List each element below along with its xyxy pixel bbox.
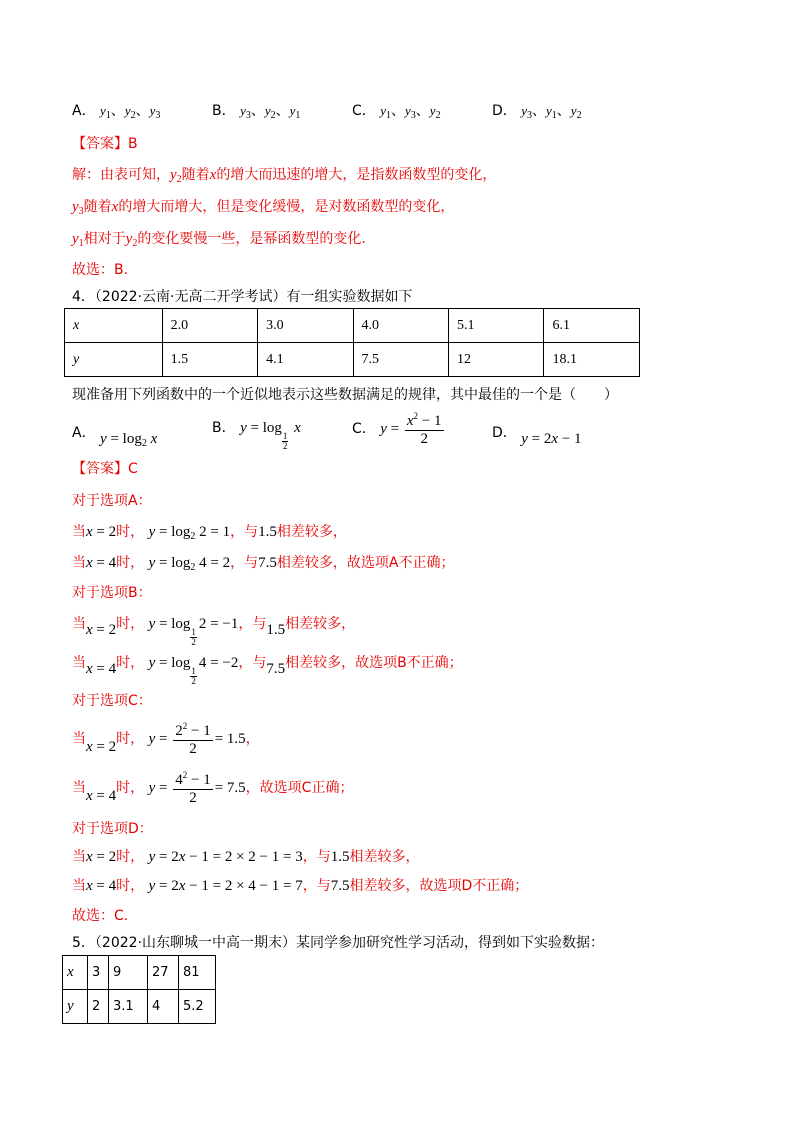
q4-answer-label: 【答案】C	[72, 461, 138, 477]
q3-option-c: C． $y_1$、$y_3$、$y_2$	[352, 103, 441, 121]
q4-x-label: x	[65, 309, 163, 343]
q5-x-value: 27	[148, 956, 179, 990]
q4-option-b: B． y = log $\frac{1}{2}$ x	[212, 420, 301, 451]
q4-option-c-line1: 当x = 2时， y = $\frac{2^2 - 1}{2}$ = 1.5，	[72, 721, 260, 757]
q4-y-label: y	[65, 343, 163, 377]
q4-option-b-line2: 当x = 4时， y = log $\frac{1}{2}$ 4 = −2，与7.5相差较多，故选项B不正确；	[72, 655, 463, 686]
q4-question: 现准备用下列函数中的一个近似地表示这些数据满足的规律，其中最佳的一个是（ ）	[72, 387, 618, 403]
q4-option-c: C． y = $\frac{x^2 - 1}{2}$	[352, 411, 442, 447]
q5-x-value: 9	[109, 956, 148, 990]
q3-option-a: A． $y_1$、$y_2$、$y_3$	[72, 103, 161, 121]
q3-explanation-line1: 解：由表可知，$y_2$随着x的增大而迅速的增大，是指数函数型的变化，	[72, 167, 497, 185]
q5-data-table	[62, 955, 216, 1024]
q4-header	[72, 286, 412, 306]
q3-explanation-line3: $y_1$相对于$y_2$的变化要慢一些，是幂函数型的变化.	[72, 231, 366, 249]
q4-number: 4．	[72, 289, 95, 305]
q4-for-option-c: 对于选项C：	[72, 693, 152, 709]
q3-explanation-line2: $y_3$随着x的增大而增大，但是变化缓慢，是对数函数型的变化，	[72, 199, 455, 217]
table-row	[65, 309, 640, 343]
table-row	[63, 990, 216, 1024]
q5-y-value: 3.1	[109, 990, 148, 1024]
q5-number: 5．	[72, 935, 95, 951]
q4-y-value: 4.1	[258, 343, 353, 377]
q3-option-b: B． $y_3$、$y_2$、$y_1$	[212, 103, 301, 121]
q4-source: （2022·云南·无高二开学考试）有一组实验数据如下	[94, 289, 413, 305]
q4-for-option-a: 对于选项A：	[72, 493, 152, 509]
q5-y-value: 4	[148, 990, 179, 1024]
q4-option-d-line1: 当x = 2时， y = 2x − 1 = 2 × 2 − 1 = 3，与1.5相差较多，	[72, 849, 420, 865]
table-row	[63, 956, 216, 990]
q4-for-option-b: 对于选项B：	[72, 585, 152, 601]
q5-x-value: 81	[179, 956, 216, 990]
q4-y-value: 1.5	[162, 343, 257, 377]
q4-option-d-line2: 当x = 4时， y = 2x − 1 = 2 × 4 − 1 = 7，与7.5相差较多，故选项D不正确；	[72, 878, 529, 894]
q4-y-value: 12	[449, 343, 544, 377]
q4-for-option-d: 对于选项D：	[72, 821, 153, 837]
q4-x-value: 2.0	[162, 309, 257, 343]
q5-x-value: 3	[88, 956, 109, 990]
q4-x-value: 6.1	[544, 309, 640, 343]
q5-x-label: x	[63, 956, 88, 990]
q4-data-table	[64, 308, 640, 377]
q4-option-a-line1: 当x = 2时， $y = \log_2 2 = 1$，与1.5相差较多，	[72, 524, 347, 542]
q5-y-value: 2	[88, 990, 109, 1024]
q4-x-value: 5.1	[449, 309, 544, 343]
q4-x-value: 3.0	[258, 309, 353, 343]
q3-answer-label: 【答案】B	[72, 136, 138, 152]
q5-header	[72, 932, 604, 952]
q4-option-d: D． y = 2x − 1	[492, 425, 582, 447]
q4-y-value: 7.5	[353, 343, 448, 377]
q4-option-a: A． $y = \log_2 x$	[72, 425, 158, 449]
q4-x-value: 4.0	[353, 309, 448, 343]
q5-y-value: 5.2	[179, 990, 216, 1024]
q4-option-b-line1: 当x = 2时， y = log $\frac{1}{2}$ 2 = −1，与1.5相差较多，	[72, 616, 356, 647]
table-row	[65, 343, 640, 377]
q4-y-value: 18.1	[544, 343, 640, 377]
q4-conclusion: 故选：C.	[72, 908, 129, 924]
q5-text: （2022·山东聊城一中高一期末）某同学参加研究性学习活动，得到如下实验数据：	[94, 935, 604, 951]
q3-option-d: D． $y_3$、$y_1$、$y_2$	[492, 103, 582, 121]
q5-y-label: y	[63, 990, 88, 1024]
q4-option-c-line2: 当x = 4时， y = $\frac{4^2 - 1}{2}$ = 7.5，故选项C正确；	[72, 770, 354, 806]
q3-conclusion: 故选：B.	[72, 262, 129, 278]
q4-option-a-line2: 当x = 4时， $y = \log_2 4 = 2$，与7.5相差较多，故选项A不正确；	[72, 555, 455, 573]
